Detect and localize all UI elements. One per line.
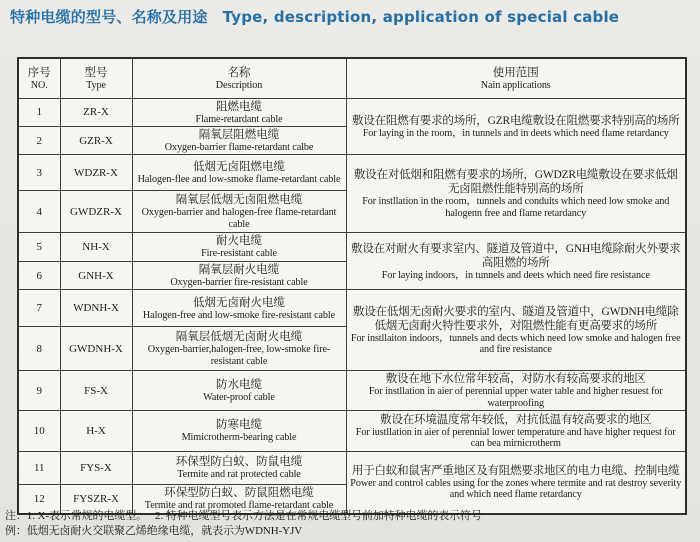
cell-application: 敷设在低烟无卤耐火要求的室内、隧道及管道中，GWDNH电缆除低烟无卤耐火特性要求外，对阻燃性能有更高要求的场所 For instllaiton indoors，tunnels and dects which need low smoke and halogen free and fire resistance: [346, 290, 686, 371]
table-row: [18, 98, 686, 126]
header-applications: 使用范围 Nain applications: [346, 58, 686, 98]
table-row: [18, 155, 686, 191]
footnote-line-2: 例：低烟无卤耐火交联聚乙烯绝缘电缆，就表示为WDNH-YJV: [5, 524, 303, 537]
cell-application: 敷设在地下水位常年较高，对防水有较高要求的地区 For instllation in aier of perennial upper water table and higher resuest for waterproofing: [346, 371, 686, 411]
cell-name: 防寒电缆 Mimicrotherm-bearing cable: [132, 411, 346, 452]
cell-no: 7: [18, 290, 60, 327]
cell-type: GWDZR-X: [60, 191, 132, 233]
cell-application: 敷设在阻燃有要求的场所，GZR电缆敷设在阻燃要求特别高的场所 For laying in the room，in tunnels and in deets which need flame retardancy: [346, 98, 686, 155]
cell-type: FYSZR-X: [60, 485, 132, 514]
cell-no: 11: [18, 452, 60, 485]
table-header-row: [18, 58, 686, 98]
table-row: [18, 452, 686, 485]
cell-no: 5: [18, 233, 60, 261]
cell-type: NH-X: [60, 233, 132, 261]
page-title: [10, 6, 619, 27]
cell-application: 敷设在环境温度常年较低，对抗低温有较高要求的地区 For iustllation in aier of perennial lower temperature and have higher request for can bea mirnicrotherm: [346, 411, 686, 452]
cell-name: 环保型防白蚁、防鼠阻燃电缆 Termite and rat promoted flame-retardant cable: [132, 485, 346, 514]
table-row: [18, 411, 686, 452]
cell-no: 8: [18, 327, 60, 371]
cell-type: WDNH-X: [60, 290, 132, 327]
cell-type: GZR-X: [60, 126, 132, 154]
cell-name: 隔氧层低烟无卤耐火电缆 Oxygen-barrier,halogen-free, low-smoke fire-resistant cable: [132, 327, 346, 371]
cell-application: 用于白蚁和鼠害严重地区及有阻燃要求地区的电力电缆、控制电缆 Power and control cables using for the zones where termite and rat destroy severity and which need flame retardancy: [346, 452, 686, 514]
table-row: [18, 233, 686, 261]
cell-name: 防水电缆 Water-proof cable: [132, 371, 346, 411]
cell-type: ZR-X: [60, 98, 132, 126]
footnote-line-1: 注：1. X-表示常规的电缆型。 2. 特种电缆型号表示方法是在常规电缆型号前加特种电缆的表示符号: [5, 510, 482, 522]
cell-name: 环保型防白蚁、防鼠电缆 Termite and rat protected cable: [132, 452, 346, 485]
cell-type: FS-X: [60, 371, 132, 411]
page-title-en: Type, description, application of special cable: [222, 8, 620, 26]
cell-type: FYS-X: [60, 452, 132, 485]
header-description: 名称 Description: [132, 58, 346, 98]
cell-no: 3: [18, 155, 60, 191]
cell-no: 2: [18, 126, 60, 154]
cell-type: WDZR-X: [60, 155, 132, 191]
cell-name: 阻燃电缆 Flame-retardant cable: [132, 98, 346, 126]
cell-name: 低烟无卤耐火电缆 Halogen-free and low-smoke fire-resistant cable: [132, 290, 346, 327]
cell-name: 隔氧层耐火电缆 Oxygen-barrier fire-resistant cable: [132, 261, 346, 289]
cable-spec-table: [17, 57, 687, 515]
cell-name: 隔氧层阻燃电缆 Oxygen-barrier flame-retardant calbe: [132, 126, 346, 154]
footnotes: [5, 509, 695, 539]
page-title-zh: 特种电缆的型号、名称及用途: [10, 8, 208, 26]
cell-type: H-X: [60, 411, 132, 452]
cell-name: 隔氧层低烟无卤阻燃电缆 Oxygen-barrier and halogen-free flame-retardant cable: [132, 191, 346, 233]
table-row: [18, 290, 686, 327]
header-type: 型号 Type: [60, 58, 132, 98]
cell-application: 敷设在对耐火有要求室内、隧道及管道中，GNH电缆除耐火外要求高阻燃的场所 For laying indoors，in tunnels and deets which need fire resistance: [346, 233, 686, 290]
cell-name: 耐火电缆 Fire-resistant cable: [132, 233, 346, 261]
cell-type: GNH-X: [60, 261, 132, 289]
cell-no: 1: [18, 98, 60, 126]
cell-no: 6: [18, 261, 60, 289]
table-row: [18, 371, 686, 411]
cell-no: 4: [18, 191, 60, 233]
cell-name: 低烟无卤阻燃电缆 Halogen-flee and low-smoke flame-retardant cable: [132, 155, 346, 191]
cell-no: 9: [18, 371, 60, 411]
cell-no: 10: [18, 411, 60, 452]
cell-type: GWDNH-X: [60, 327, 132, 371]
cell-application: 敷设在对低烟和阻燃有要求的场所，GWDZR电缆敷设在要求低烟无卤阻燃性能特别高的场所 For instllation in the room，tunnels and conduits which need low smoke and halogenn free and flame retardancy: [346, 155, 686, 233]
header-no: 序号 NO.: [18, 58, 60, 98]
cell-no: 12: [18, 485, 60, 514]
